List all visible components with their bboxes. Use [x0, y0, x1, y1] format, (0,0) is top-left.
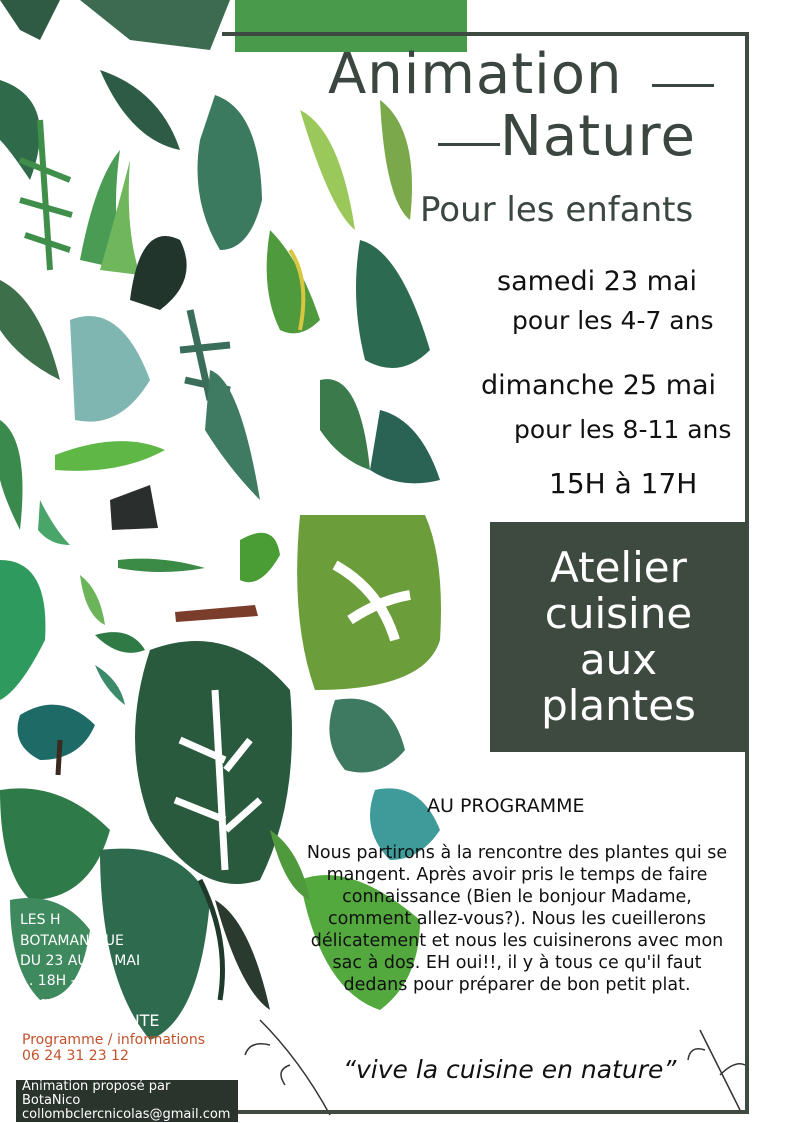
atelier-line-3: aux	[579, 635, 658, 684]
title-dash-right	[652, 84, 714, 87]
atelier-line-2: cuisine	[544, 589, 693, 638]
organiser-name: TERRE D'ECOUTE	[20, 1011, 160, 1030]
phone-number[interactable]: 06 24 31 23 12	[22, 1048, 129, 1064]
title-line-2: Nature	[500, 104, 696, 169]
contact-email[interactable]: collombclercnicolas@gmail.com	[22, 1108, 231, 1122]
event-info-line-3: DU 23 AU 25 MAI	[20, 953, 141, 969]
contact-box	[16, 1080, 238, 1122]
contact-line-1: Animation proposé par	[22, 1080, 171, 1094]
session-2-date: dimanche 25 mai	[481, 370, 717, 401]
atelier-line-1: Atelier	[550, 543, 687, 592]
event-info-line-2: BOTAMANIQUE	[20, 933, 124, 949]
programme-text: Nous partirons à la rencontre des plantes qui se mangent. Après avoir pris le temps de faire connaissance (Bien le bonjour Madame, comment allez-vous?). Nous les cueillerons délicatement et nous les cuisinerons avec mon sac à dos. EH oui!!, il y à tous ce qu'il faut dedans pour préparer de bon petit plat.	[306, 843, 728, 995]
closing-quote: “vive la cuisine en nature”	[343, 1055, 677, 1084]
event-info-line-1: LES H	[20, 912, 61, 928]
session-2-ages: pour les 8-11 ans	[514, 415, 732, 444]
event-hours: 15H à 17H	[549, 467, 698, 500]
programme-heading: AU PROGRAMME	[427, 795, 585, 817]
session-1-date: samedi 23 mai	[497, 266, 698, 297]
session-1-ages: pour les 4-7 ans	[512, 306, 714, 335]
atelier-line-4: plantes	[541, 681, 696, 730]
programme-info-label: Programme / informations	[22, 1032, 206, 1048]
programme-info	[22, 1032, 205, 1064]
organiser-label: Organisé par	[20, 993, 124, 1012]
atelier-banner	[490, 522, 747, 752]
title-line-1: Animation	[328, 42, 623, 107]
subtitle: Pour les enfants	[420, 190, 694, 230]
event-info-line-4: ... 18H - ...	[20, 973, 94, 989]
title-dash-left	[438, 143, 500, 146]
contact-line-2: BotaNico	[22, 1094, 81, 1108]
